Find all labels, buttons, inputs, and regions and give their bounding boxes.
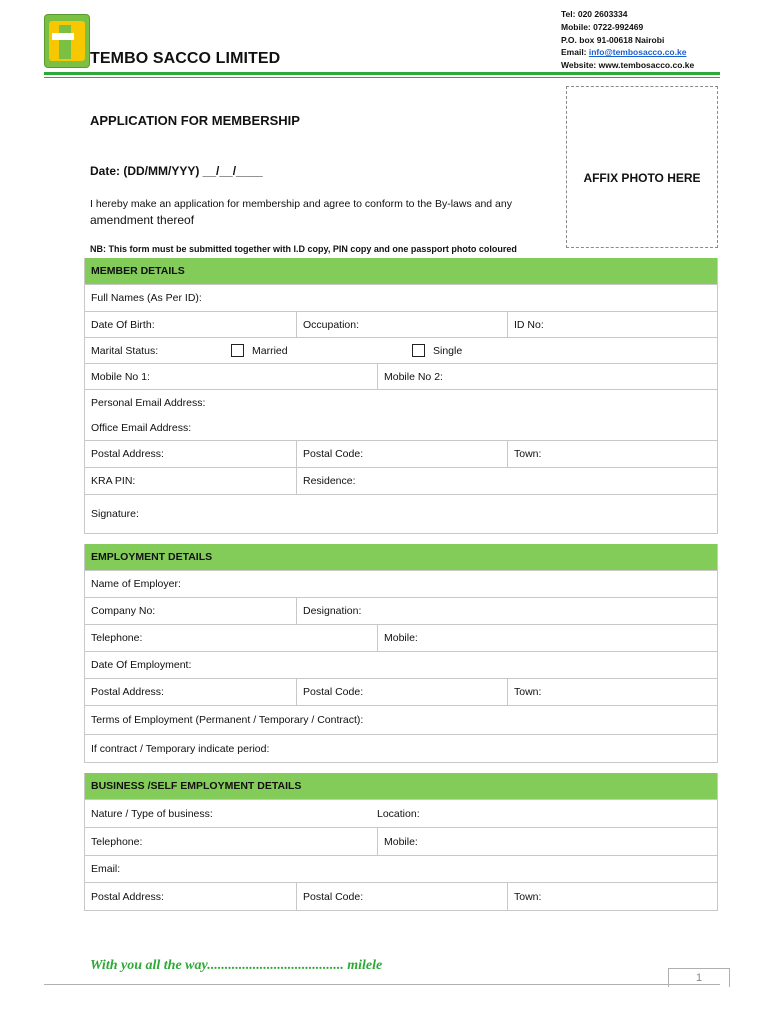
- business-mobile-label: Mobile:: [377, 828, 418, 855]
- page-number: 1: [695, 972, 703, 984]
- employer-row[interactable]: [85, 570, 717, 597]
- mobile-row: [85, 363, 717, 389]
- business-postal-row: [85, 882, 717, 910]
- footer-rule: [44, 984, 720, 985]
- business-postal-code-label: Postal Code:: [296, 883, 363, 910]
- business-town-label: Town:: [507, 883, 541, 910]
- married-option[interactable]: [225, 338, 288, 363]
- business-telephone-label: Telephone:: [91, 835, 143, 848]
- member-details-title: MEMBER DETAILS: [85, 258, 717, 284]
- employment-postal-code-label: Postal Code:: [296, 679, 363, 705]
- header-rule-thin: [44, 77, 720, 78]
- kra-row: [85, 467, 717, 494]
- marital-row: [85, 337, 717, 363]
- nature-row: [85, 799, 717, 827]
- header-rule-thick: [44, 72, 720, 75]
- full-names-row[interactable]: [85, 284, 717, 311]
- submission-note: NB: This form must be submitted together with I.D copy, PIN copy and one passport photo coloured: [90, 244, 517, 254]
- employment-town-label: Town:: [507, 679, 541, 705]
- declaration-line-1: I hereby make an application for membership and agree to conform to the By-laws and any: [90, 198, 512, 210]
- contact-email-line: [561, 46, 694, 59]
- employment-postal-address-label: Postal Address:: [91, 686, 164, 698]
- contract-period-row[interactable]: [85, 734, 717, 762]
- photo-placeholder: [566, 86, 718, 248]
- company-no-row: [85, 597, 717, 624]
- employer-label: Name of Employer:: [91, 578, 181, 590]
- single-checkbox[interactable]: [412, 344, 425, 357]
- designation-label: Designation:: [296, 598, 361, 624]
- tembo-logo: [44, 14, 90, 68]
- single-label: Single: [433, 344, 463, 357]
- email-row[interactable]: [85, 389, 717, 440]
- contact-block: [561, 8, 694, 72]
- signature-label: Signature:: [91, 508, 139, 520]
- member-details-section: [84, 258, 718, 534]
- personal-email-label: Personal Email Address:: [91, 396, 206, 409]
- page-number-box: [668, 968, 730, 987]
- full-names-label: Full Names (As Per ID):: [91, 292, 202, 304]
- company-name: TEMBO SACCO LIMITED: [90, 50, 281, 67]
- employment-details-section: [84, 544, 718, 763]
- company-no-label: Company No:: [91, 605, 156, 617]
- signature-row[interactable]: [85, 494, 717, 533]
- date-of-employment-row[interactable]: [85, 651, 717, 678]
- business-postal-address-label: Postal Address:: [91, 890, 164, 903]
- mobile-2-label: Mobile No 2:: [377, 364, 443, 389]
- employment-details-title: EMPLOYMENT DETAILS: [85, 544, 717, 570]
- business-phone-row: [85, 827, 717, 855]
- declaration: [90, 196, 562, 228]
- contact-po-box: P.O. box 91-00618 Nairobi: [561, 34, 665, 45]
- office-email-label: Office Email Address:: [91, 421, 192, 434]
- single-option[interactable]: [406, 338, 462, 363]
- employment-mobile-label: Mobile:: [377, 625, 418, 651]
- photo-label: AFFIX PHOTO HERE: [583, 171, 701, 185]
- business-email-label: Email:: [91, 863, 121, 875]
- member-town-label: Town:: [507, 441, 541, 467]
- location-label: Location:: [377, 807, 420, 820]
- date-of-employment-label: Date Of Employment:: [91, 659, 192, 671]
- member-postal-code-label: Postal Code:: [296, 441, 363, 467]
- date-line: Date: (DD/MM/YYY) __/__/____: [90, 164, 263, 178]
- kra-pin-label: KRA PIN:: [91, 475, 136, 487]
- declaration-line-2: amendment thereof: [90, 213, 195, 227]
- residence-label: Residence:: [296, 468, 356, 494]
- dob-row: [85, 311, 717, 337]
- contact-email-label: Email:: [561, 47, 589, 58]
- form-title: APPLICATION FOR MEMBERSHIP: [90, 113, 300, 128]
- contract-period-label: If contract / Temporary indicate period:: [91, 742, 270, 755]
- married-checkbox[interactable]: [231, 344, 244, 357]
- business-details-title: BUSINESS /SELF EMPLOYMENT DETAILS: [85, 773, 717, 799]
- married-label: Married: [252, 344, 288, 357]
- business-details-section: [84, 773, 718, 911]
- contact-mobile: Mobile: 0722-992469: [561, 21, 644, 32]
- employment-postal-row: [85, 678, 717, 705]
- member-postal-address-label: Postal Address:: [91, 448, 164, 460]
- marital-status-label: Marital Status:: [91, 344, 159, 357]
- member-postal-row: [85, 440, 717, 467]
- business-email-row[interactable]: [85, 855, 717, 882]
- footer-motto: With you all the way....................................... milele: [90, 958, 383, 973]
- employment-telephone-label: Telephone:: [91, 632, 143, 644]
- contact-email-link[interactable]: info@tembosacco.co.ke: [588, 47, 687, 58]
- contact-tel: Tel: 020 2603334: [561, 9, 628, 19]
- occupation-label: Occupation:: [296, 312, 359, 337]
- nature-label: Nature / Type of business:: [91, 807, 213, 820]
- terms-row[interactable]: [85, 705, 717, 734]
- mobile-1-label: Mobile No 1:: [91, 370, 150, 383]
- dob-label: Date Of Birth:: [91, 318, 155, 331]
- terms-label: Terms of Employment (Permanent / Temporary / Contract):: [91, 714, 364, 726]
- employment-phone-row: [85, 624, 717, 651]
- id-no-label: ID No:: [507, 312, 544, 337]
- contact-website: Website: www.tembosacco.co.ke: [561, 60, 695, 71]
